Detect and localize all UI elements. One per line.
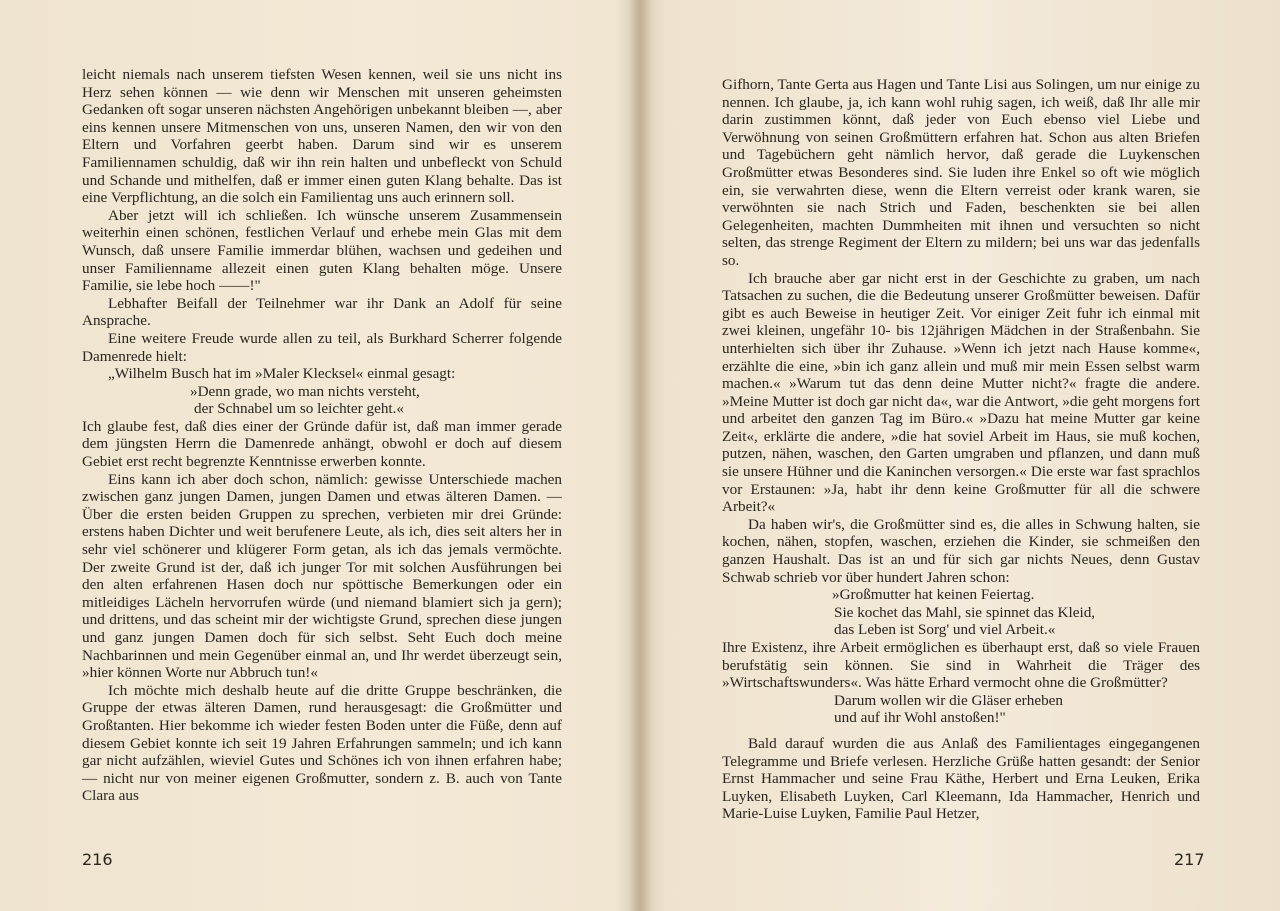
- verse-line: »Denn grade, wo man nichts versteht,: [190, 382, 420, 400]
- book-gutter: [628, 0, 652, 911]
- paragraph: leicht niemals nach unserem tiefsten Wesen kennen, weil sie uns nicht ins Herz sehen können — wie denn wir Menschen mit unseren geheimsten Gedanken oft sogar unseren nächsten Angehörigen unbekannt bleiben —, aber eins kennen unsere Mitmenschen von uns, unseren Namen, den wir von den Eltern und Vorfahren geerbt haben. Darum sind wir es unserem Familiennamen schuldig, daß wir ihn rein halten und unbefleckt von Schuld und Schande und mithelfen, daß er immer einen guten Klang behalte. Das ist eine Verpflichtung, an die solch ein Familientag uns auch erinnern soll.: [82, 66, 562, 207]
- verse-line: das Leben ist Sorg' und viel Arbeit.«: [834, 621, 1056, 639]
- paragraph: Ich glaube fest, daß dies einer der Gründe dafür ist, daß man immer gerade dem jüngsten Herrn die Damenrede anhängt, obwohl er doch auf diesem Gebiet erst recht begrenzte Kenntnisse erwerben konnte.: [82, 417, 562, 471]
- paragraph: Ich möchte mich deshalb heute auf die dritte Gruppe beschränken, die Gruppe der etwas älteren Damen, rund herausgesagt: die Großmütter und Großtanten. Hier bekomme ich wieder festen Boden unter die Füße, denn auf diesem Gebiet konnte ich seit 19 Jahren Erfahrungen sammeln; und ich kann gar nicht aufzählen, wieviel Gutes und Schönes ich von ihnen erfahren habe; — nicht nur von meiner eigenen Großmutter, sondern z. B. auch von Tante Clara aus: [82, 681, 562, 805]
- verse-line: Darum wollen wir die Gläser erheben: [834, 691, 1063, 709]
- paragraph: Eins kann ich aber doch schon, nämlich: gewisse Unterschiede machen zwischen ganz jungen Damen, jungen Damen und etwas älteren Damen. — Über die ersten beiden Gruppen zu sprechen, verbieten mir drei Gründe: erstens haben Dichter und weit berufenere Leute, als ich, dies seit alters her in sehr viel schönerer und klügerer Form getan, als ich das jemals vermöchte. Der zweite Grund ist der, daß ich junger Tor mit solchen Ausführungen bei den alten erfahrenen Hasen doch nur spöttische Bemerkungen oder ein mitleidiges Lächeln hervorrufen würde (und niemand blamiert sich ja gern); und drittens, und das scheint mir der wichtigste Grund, sprechen diese jungen und ganz jungen Damen doch für sich selbst. Seht Euch doch meine Nachbarinnen und mein Gegenüber einmal an, und Ihr werdet überzeugt sein, »hier können Worte nur Abbruch tun!«: [82, 470, 562, 682]
- paragraph: Da haben wir's, die Großmütter sind es, die alles in Schwung halten, sie kochen, nähen, stopfen, waschen, erziehen die Kinder, sie schmeißen den ganzen Haushalt. Das ist an und für sich gar nichts Neues, denn Gustav Schwab schrieb vor über hundert Jahren schon:: [722, 515, 1200, 586]
- page-number: 217: [1174, 850, 1205, 869]
- paragraph: Gifhorn, Tante Gerta aus Hagen und Tante Lisi aus Solingen, um nur einige zu nennen. Ich glaube, ja, ich kann wohl ruhig sagen, ich weiß, daß Ihr alle mir darin zustimmen könnt, daß jeder von Euch ebenso viel Liebe und Verwöhnung von seinen Großmüttern erfahren hat. Schon aus alten Briefen und Tagebüchern geht nämlich hervor, daß gerade die Luykenschen Großmütter etwas Besonderes sind. Sie luden ihre Enkel so oft wie möglich ein, sie verwahrten diese, wenn die Eltern verreist oder krank waren, sie verwöhnten sie nach Strich und Faden, beschenkten sie bei allen Gelegenheiten, machten Dummheiten mit ihnen und versuchten so nicht selten, das strenge Regiment der Eltern zu mildern; bei uns war das jedenfalls so.: [722, 76, 1200, 269]
- paragraph: Lebhafter Beifall der Teilnehmer war ihr Dank an Adolf für seine Ansprache.: [82, 294, 562, 330]
- paragraph: Ihre Existenz, ihre Arbeit ermöglichen es überhaupt erst, daß so viele Frauen berufstätig sein können. Sie sind in Wahrheit die Träger des »Wirtschaftswunders«. Was hätte Erhard vermocht ohne die Großmütter?: [722, 639, 1200, 692]
- right-page: [722, 76, 1200, 823]
- verse-line: Sie kochet das Mahl, sie spinnet das Kleid,: [834, 603, 1096, 621]
- paragraph: Ich brauche aber gar nicht erst in der Geschichte zu graben, um nach Tatsachen zu suchen, die die Bedeutung unserer Großmütter beweisen. Dafür gibt es auch Beweise in heutiger Zeit. Vor einiger Zeit fuhr ich einmal mit zwei kleinen, ungefähr 10- bis 12jährigen Mädchen in der Straßenbahn. Sie unterhielten sich über ihr Zuhause. »Wenn ich jetzt nach Hause komme«, erzählte die eine, »bin ich ganz allein und muß mir mein Essen selbst warm machen.« »Warum tut das denn deine Mutter nicht?« fragte die andere. »Meine Mutter ist doch gar nicht da«, war die Antwort, »die geht morgens fort und arbeitet den ganzen Tag im Büro.« »Dazu hat meine Mutter gar keine Zeit«, erklärte die andere, »die hat soviel Arbeit im Haus, sie muß kochen, putzen, nähen, waschen, den Garten umgraben und pflanzen, und dann muß sie unsere Hühner und die Kaninchen versorgen.« Die erste war fast sprachlos vor Erstaunen: »Ja, habt ihr denn keine Großmutter für all die schwere Arbeit?«: [722, 269, 1200, 516]
- paragraph: Aber jetzt will ich schließen. Ich wünsche unserem Zusammensein weiterhin einen schönen, festlichen Verlauf und erhebe mein Glas mit dem Wunsch, daß unsere Familie immerdar blühen, wachsen und gedeihen und unser Familienname allezeit einen guten Klang behalten möge. Unsere Familie, sie lebe hoch ——!": [82, 206, 562, 295]
- page-number: 216: [82, 850, 113, 869]
- paragraph: Eine weitere Freude wurde allen zu teil, als Burkhard Scherrer folgende Damenrede hielt:: [82, 329, 562, 365]
- quote-intro: „Wilhelm Busch hat im »Maler Klecksel« einmal gesagt:: [108, 365, 456, 383]
- verse-line: und auf ihr Wohl anstoßen!": [834, 709, 1006, 727]
- paragraph: Bald darauf wurden die aus Anlaß des Familientages eingegangenen Telegramme und Briefe verlesen. Herzliche Grüße hatten gesandt: der Senior Ernst Hammacher und seine Frau Käthe, Herbert und Erna Leuken, Erika Luyken, Elisabeth Luyken, Carl Kleemann, Ida Hammacher, Henrich und Marie-Luise Luyken, Familie Paul Hetzer,: [722, 734, 1200, 823]
- verse-line: der Schnabel um so leichter geht.«: [194, 400, 405, 418]
- left-page: [82, 66, 562, 805]
- verse-line: »Großmutter hat keinen Feiertag.: [832, 586, 1035, 604]
